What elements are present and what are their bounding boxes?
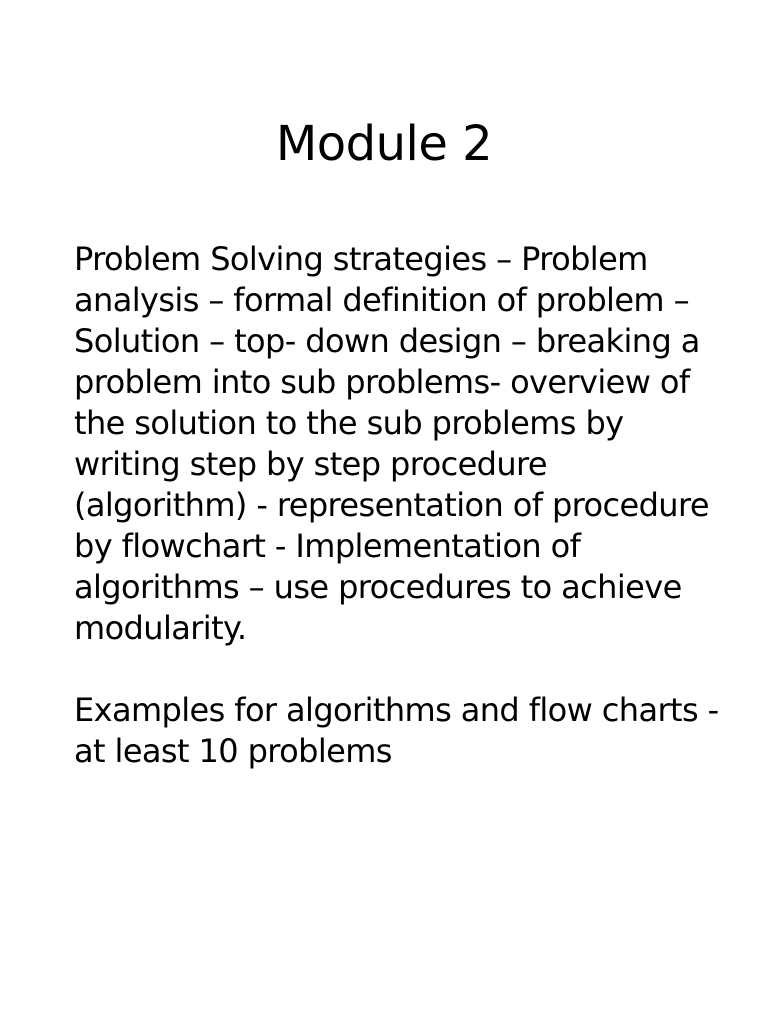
- slide-title: Module 2: [275, 116, 493, 172]
- body-paragraph-syllabus: Problem Solving strategies – Problem analysis – formal definition of problem – Solution – top- down design – breaking a problem into sub problems- overview of the solution to the sub problems by writing step by step procedure (algorithm) - representation of procedure by flowchart - Implementation of algorithms – use procedures to achieve modularity.: [74, 240, 709, 647]
- body-paragraph-examples: Examples for algorithms and flow charts - at least 10 problems: [74, 691, 719, 770]
- slide-body: [74, 239, 724, 772]
